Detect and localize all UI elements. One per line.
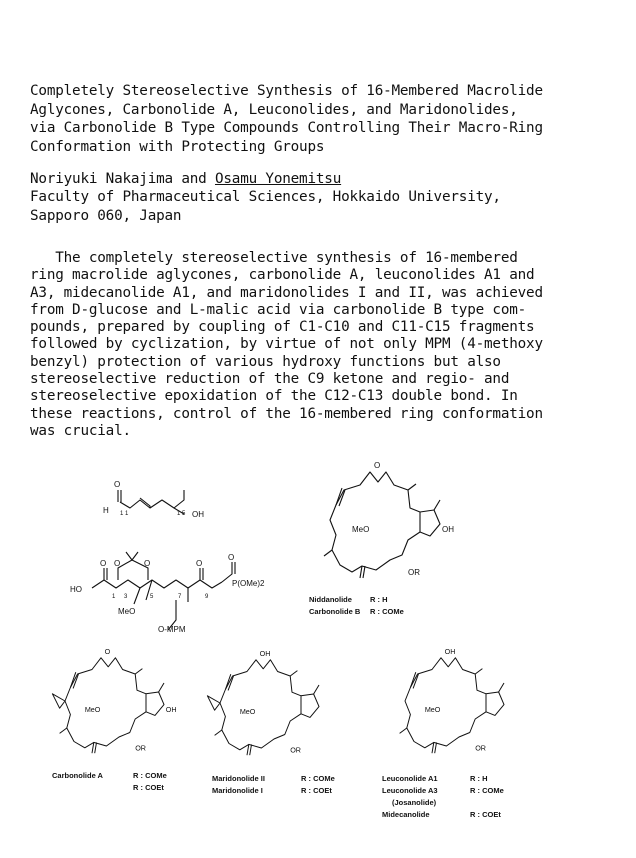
c15-label: 1 5 [177,511,186,517]
hydroxyl-label: OH [444,647,456,657]
phosphonate-label: P(OMe)2 [232,579,265,588]
hydroxyl-label: OH [165,704,177,714]
compound-name: Maridonolide I [212,786,263,795]
compound-name: Midecanolide [382,810,430,819]
or-label: OR [290,745,301,755]
structure-niddanolide [324,461,454,578]
affiliation-line: Faculty of Pharmaceutical Sciences, Hokkaido University, [30,189,501,205]
r-substituent: R : COMe [133,771,167,780]
r-substituent: R : COMe [301,774,335,783]
abstract-line: followed by cyclization, by virtue of not only MPM (4-methoxy [30,336,543,353]
r-substituent: R : COMe [370,607,404,616]
compound-name: Leuconolide A3 [382,786,438,795]
compound-name: (Josanolide) [392,798,437,807]
r-substituent: R : COEt [470,810,501,819]
methoxy-label: MeO [239,706,256,716]
c3-label: 3 [124,594,128,600]
c9-label: 9 [205,594,209,600]
affiliation-line: Sapporo 060, Japan [30,207,182,224]
r-substituent: R : COMe [470,786,504,795]
c1-label: 1 [112,594,116,600]
c11-label: 1 1 [120,511,129,517]
abstract-line: A3, midecanolide A1, and maridonolides I and II, was achieved [30,284,543,301]
hydroxyl-label: OH [442,525,454,534]
author-conjunction: and [172,171,215,187]
oxygen-atom: O [104,647,111,657]
methoxy-label: MeO [84,704,101,714]
oxygen-atom: O [114,559,121,568]
title-line: via Carbonolide B Type Compounds Controlling Their Macro-Ring [30,120,543,136]
abstract-line: pounds, prepared by coupling of C1-C10 and C11-C15 fragments [30,319,535,336]
r-substituent: R : COEt [133,783,164,792]
r-substituent: R : H [470,774,488,783]
hydroxyl-label: OH [192,510,204,519]
or-label: OR [408,568,420,577]
compound-name: Carbonolide A [52,771,103,780]
structure-carbonolide-a [52,647,176,753]
corresponding-author-name: Osamu Yonemitsu [214,171,342,187]
c5-label: 5 [150,594,154,600]
title-line: Conformation with Protecting Groups [30,138,325,155]
title-line: Aglycones, Carbonolide A, Leuconolides, and Maridonolides, [30,101,518,118]
oxygen-atom: O [100,559,107,568]
abstract-line: stereoselective reduction of the C9 ketone and regio- and [30,371,510,388]
or-label: OR [135,743,146,753]
abstract-line: from D-glucose and L-malic acid via carbonolide B type com- [30,301,527,318]
author-name: Noriyuki Nakajima [30,171,173,187]
r-substituent: R : H [370,595,388,604]
abstract-line: The completely stereoselective synthesis of 16-membered [30,250,518,266]
hydroxyl-label: HO [70,585,82,594]
abstract-line: was crucial. [30,422,131,439]
oxygen-atom: O [114,480,121,489]
r-substituent: R : COEt [301,786,332,795]
compound-name: Maridonolide II [212,774,265,783]
title-line: Completely Stereoselective Synthesis of 16-Membered Macrolide [30,83,543,99]
c7-label: 7 [178,594,182,600]
methoxy-label: MeO [352,525,370,534]
hydroxyl-label: OH [259,649,271,659]
abstract-line: these reactions, control of the 16-membered ring conformation [30,405,543,422]
abstract-line: benzyl) protection of various hydroxy functions but also [30,353,501,370]
compound-name: Leuconolide A1 [382,774,438,783]
oxygen-atom: O [196,559,203,568]
oxygen-atom: O [374,461,381,470]
compound-name: Niddanolide [309,595,352,604]
hydrogen-label: H [103,506,109,515]
oxygen-atom: O [228,553,235,562]
fragment-c11-c15 [103,480,204,519]
abstract-line: ring macrolide aglycones, carbonolide A, leuconolides A1 and [30,267,535,284]
oxygen-atom: O [144,559,151,568]
structure-maridonolide [207,649,319,755]
compound-name: Carbonolide B [309,607,361,616]
abstract-line: stereoselective epoxidation of the C12-C13 double bond. In [30,388,518,405]
structure-leuconolide [400,647,504,753]
methoxy-label: MeO [424,704,441,714]
methoxy-label: MeO [118,607,136,616]
or-label: OR [475,743,486,753]
fragment-c1-c10 [70,552,265,634]
ompm-label: O-MPM [158,625,186,634]
